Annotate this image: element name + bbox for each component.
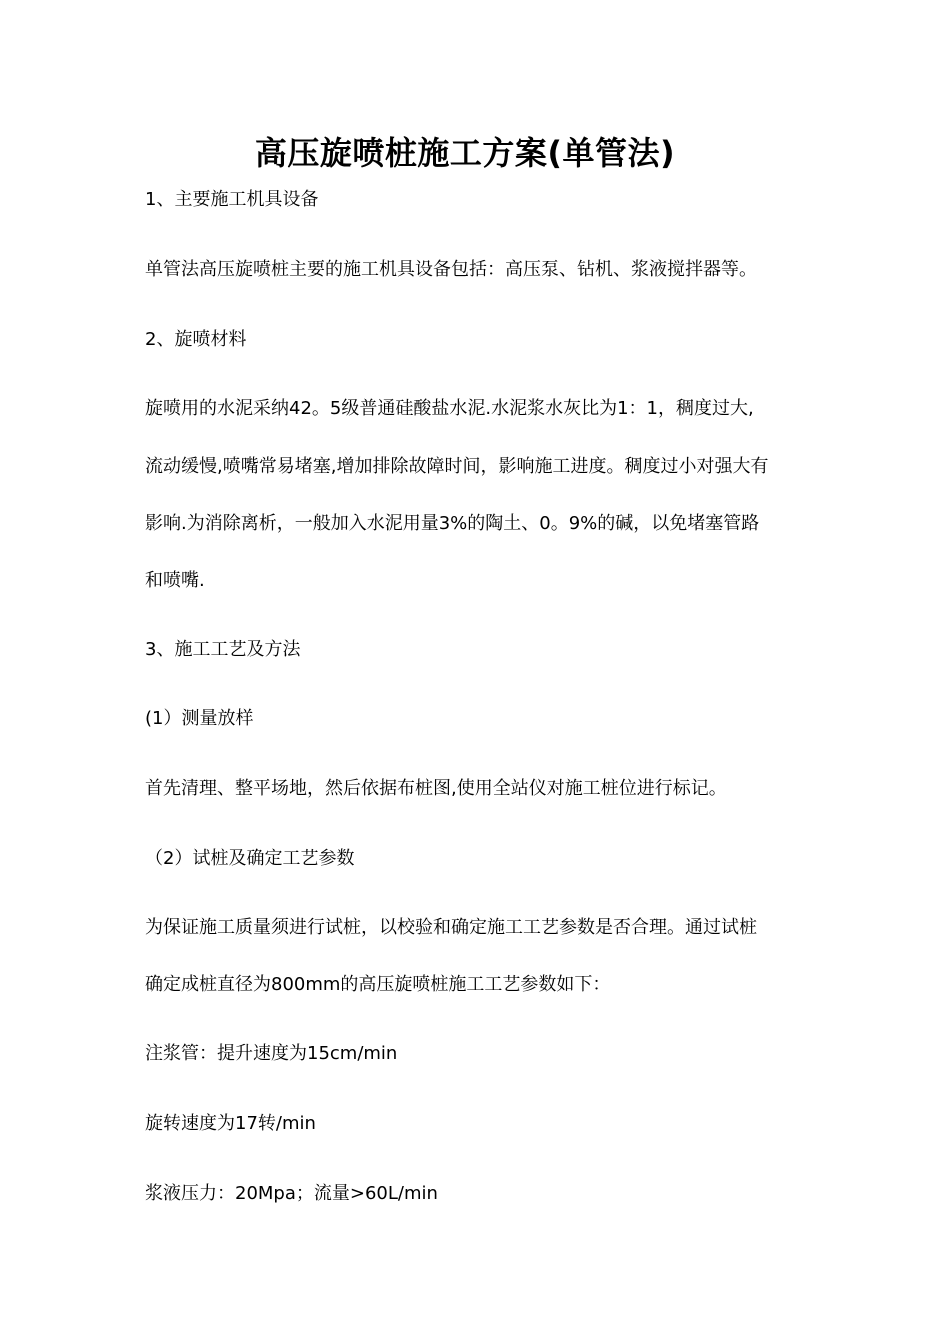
section-2-body-line-2: 流动缓慢,喷嘴常易堵塞,增加排除故障时间，影响施工进度。稠度过小对强大有 [145,456,769,477]
section-3-1-body: 首先清理、整平场地，然后依据布桩图,使用全站仪对施工桩位进行标记。 [145,778,727,799]
section-3-2-body-line-1: 为保证施工质量须进行试桩，以校验和确定施工工艺参数是否合理。通过试桩 [145,917,757,938]
section-3-1-heading: (1）测量放样 [145,708,254,729]
section-2-heading: 2、旋喷材料 [145,329,247,350]
section-3-2-body-line-2: 确定成桩直径为800mm的高压旋喷桩施工工艺参数如下： [145,974,611,995]
section-2-body-line-4: 和喷嘴. [145,570,205,591]
section-2-body-line-1: 旋喷用的水泥采纳42。5级普通硅酸盐水泥.水泥浆水灰比为1：1，稠度过大, [145,398,754,419]
section-1-body: 单管法高压旋喷桩主要的施工机具设备包括：高压泵、钻机、浆液搅拌器等。 [145,259,757,280]
param-lift-speed: 注浆管：提升速度为15cm/min [145,1043,398,1064]
section-3-2-heading: （2）试桩及确定工艺参数 [145,848,355,869]
section-1-heading: 1、主要施工机具设备 [145,189,319,210]
section-2-body-line-3: 影响.为消除离析，一般加入水泥用量3%的陶土、0。9%的碱，以免堵塞管路 [145,513,760,534]
param-pressure-flow: 浆液压力：20Mpa；流量>60L/min [145,1183,438,1204]
document-title: 高压旋喷桩施工方案(单管法) [254,134,676,172]
param-rotation-speed: 旋转速度为17转/min [145,1113,316,1134]
section-3-heading: 3、施工工艺及方法 [145,639,301,660]
